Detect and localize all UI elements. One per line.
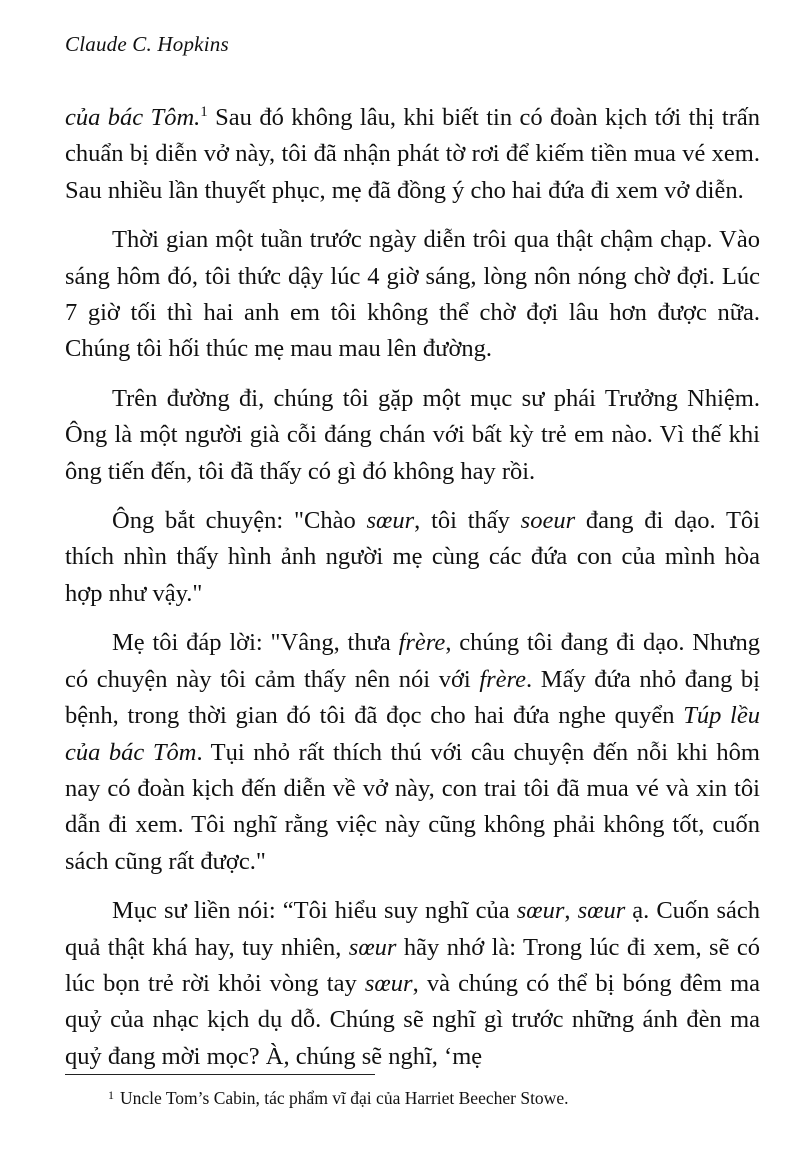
text-span: Mục sư liền nói: “Tôi hiểu suy nghĩ của — [112, 897, 517, 925]
text-span: sœur — [577, 897, 626, 925]
text-span: frère — [479, 665, 527, 693]
paragraph — [65, 222, 760, 368]
text-span: frère — [398, 629, 446, 657]
text-span: Túp lều của bác Tôm — [65, 702, 760, 766]
text-span: soeur — [520, 507, 576, 535]
text-span: Mẹ tôi đáp lời: "Vâng, thưa — [112, 629, 399, 657]
text-span: Thời gian một tuần trước ngày diễn trôi qua thật chậm chạp. Vào sáng hôm đó, tôi thức dậy lúc 4 giờ sáng, lòng nôn nóng chờ đợi. Lúc 7 giờ tối thì hai anh em tôi không thể chờ đợi lâu hơn được nữa. Chúng tôi hối thúc mẹ mau mau lên đường. — [65, 226, 760, 363]
paragraph — [65, 503, 760, 612]
text-span: ạ. Cuốn sách quả thật khá hay, tuy nhiên, — [65, 897, 761, 961]
text-span: , tôi thấy — [414, 507, 521, 535]
body-text — [65, 100, 760, 1088]
footnote-marker: 1 — [108, 1088, 114, 1102]
footnote-text: , tác phẩm vĩ đại của Harriet Beecher Stowe. — [255, 1088, 569, 1108]
text-span: sœur — [348, 933, 397, 961]
text-span: Ông bắt chuyện: "Chào — [112, 507, 367, 535]
text-span: đang đi dạo. Tôi thích nhìn thấy hình ảnh người mẹ cùng các đứa con của mình hòa hợp như vậy." — [65, 507, 760, 607]
text-span: , chúng tôi đang đi dạo. Nhưng có chuyện này tôi cảm thấy nên nói với — [65, 629, 760, 693]
paragraph — [65, 893, 760, 1075]
footnote-text: Uncle Tom’s Cabin — [120, 1088, 256, 1108]
text-span: , — [564, 897, 578, 925]
paragraph — [65, 381, 760, 490]
text-span: hãy nhớ là: Trong lúc đi xem, sẽ có lúc bọn trẻ rời khỏi vòng tay — [65, 933, 760, 997]
text-span: sœur — [516, 897, 565, 925]
text-span: . Tụi nhỏ rất thích thú với câu chuyện đến nỗi khi hôm nay có đoàn kịch đến diễn về vở này, con trai tôi đã mua vé và xin tôi dẫn đi xem. Tôi nghĩ rằng việc này cũng không phải không tốt, cuốn sách cũng rất được." — [65, 738, 760, 875]
text-span: . Mấy đứa nhỏ đang bị bệnh, trong thời gian đó tôi đã đọc cho hai đứa nghe quyển — [65, 665, 760, 730]
footnote-reference: 1 — [200, 104, 208, 120]
footnote-divider — [65, 1074, 375, 1075]
paragraph — [65, 625, 760, 880]
text-span: sœur — [366, 507, 415, 535]
text-span: của bác Tôm. — [65, 104, 201, 131]
text-span: Trên đường đi, chúng tôi gặp một mục sư phái Trưởng Nhiệm. Ông là một người già cỗi đáng chán với bất kỳ trẻ em nào. Vì thế khi ông tiến đến, tôi đã thấy có gì đó không hay rồi. — [65, 384, 760, 485]
paragraph — [65, 100, 760, 209]
text-span: , và chúng có thể bị bóng đêm ma quỷ của nhạc kịch dụ dỗ. Chúng sẽ nghĩ gì trước những ánh đèn ma quỷ đang mời mọc? À, chúng sẽ nghĩ, ‘mẹ — [65, 969, 760, 1070]
running-head: Claude C. Hopkins — [65, 32, 229, 56]
text-span: Sau đó không lâu, khi biết tin có đoàn kịch tới thị trấn chuẩn bị diễn vở này, tôi đã nhận phát tờ rơi để kiếm tiền mua vé xem. Sau nhiều lần thuyết phục, mẹ đã đồng ý cho hai đứa đi xem vở diễn. — [65, 104, 760, 204]
footnote — [108, 1088, 568, 1109]
text-span: sœur — [364, 969, 413, 997]
